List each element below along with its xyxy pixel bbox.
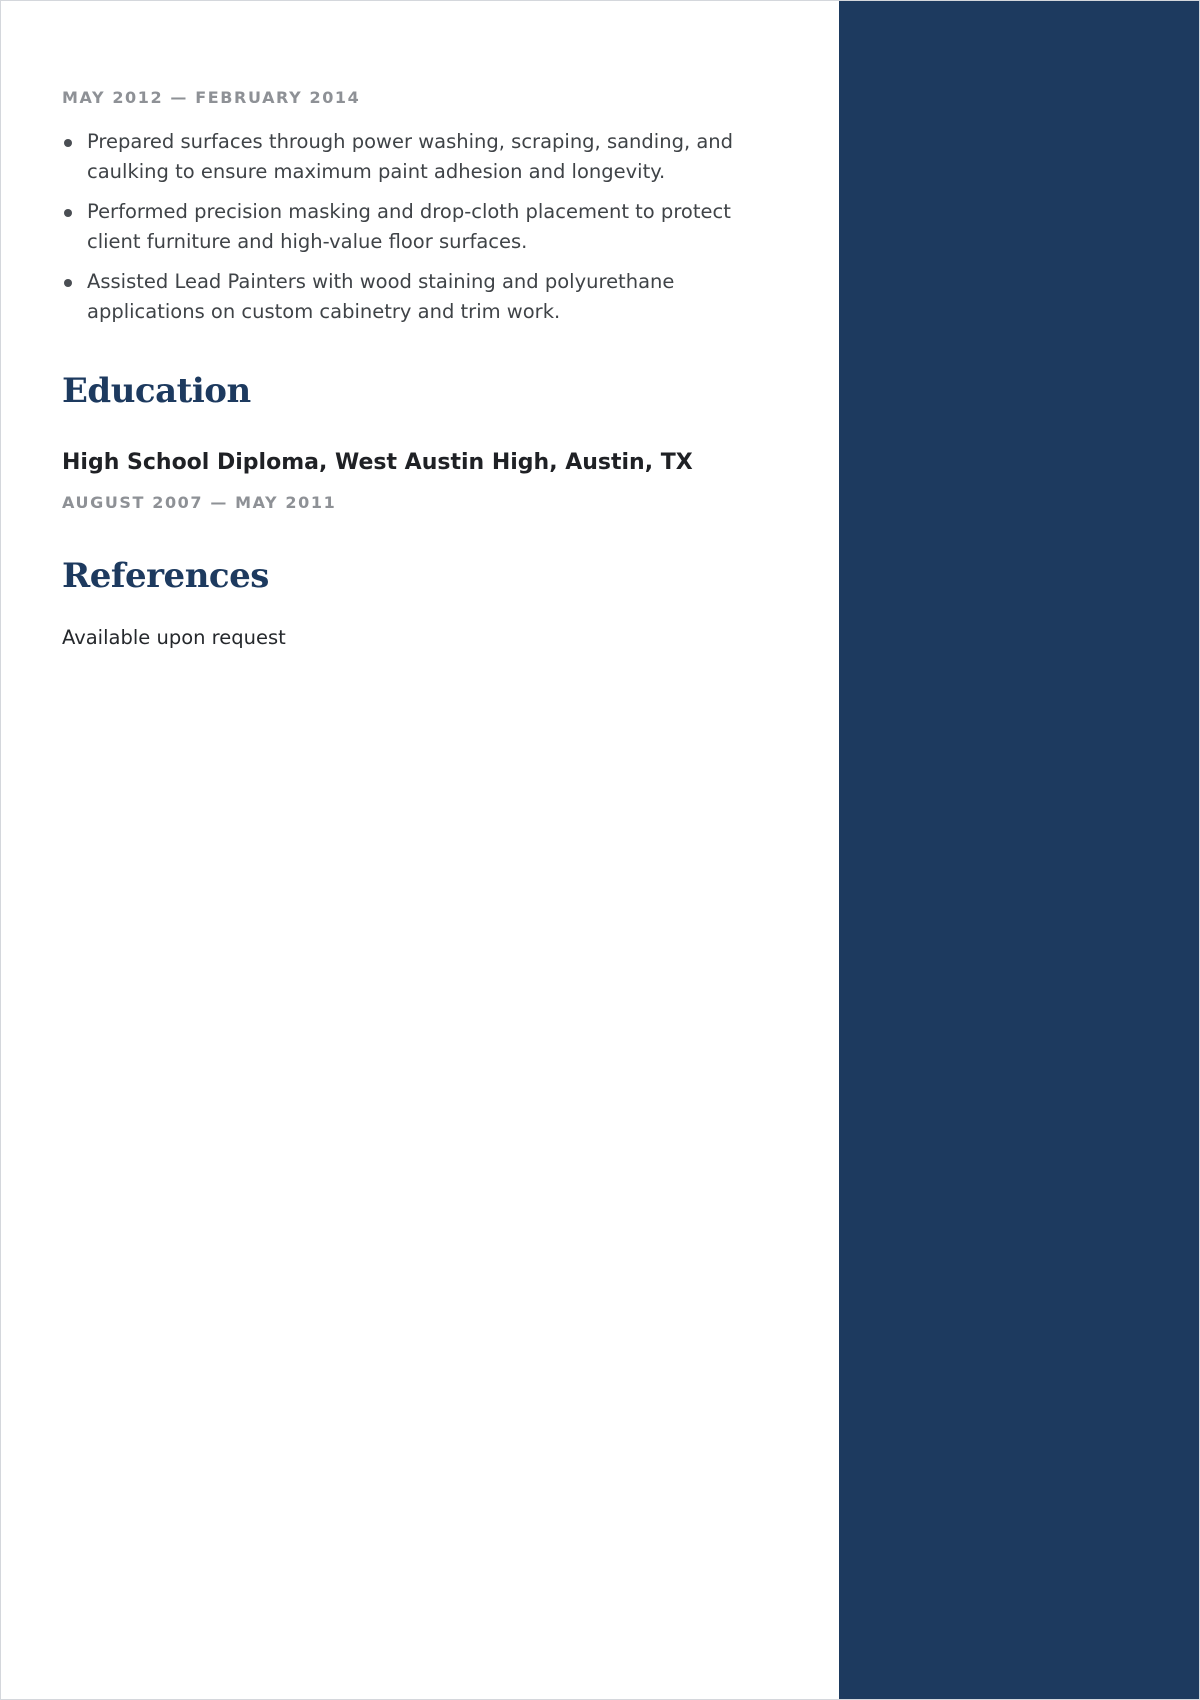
education-dates: AUGUST 2007 — MAY 2011 [62,493,337,512]
experience-bullet: Assisted Lead Painters with wood staining and polyurethane applications on custom cabinetry and trim work. [62,267,782,327]
sidebar-panel [839,1,1200,1699]
education-degree: High School Diploma, West Austin High, Austin, TX [62,450,693,475]
references-text: Available upon request [62,626,286,649]
experience-bullet: Prepared surfaces through power washing, scraping, sanding, and caulking to ensure maximum paint adhesion and longevity. [62,127,782,187]
references-heading: References [62,556,269,596]
education-heading: Education [62,371,251,411]
experience-bullet-list [62,127,782,337]
experience-dates: MAY 2012 — FEBRUARY 2014 [62,88,361,107]
experience-bullet: Performed precision masking and drop-cloth placement to protect client furniture and high-value floor surfaces. [62,197,782,257]
